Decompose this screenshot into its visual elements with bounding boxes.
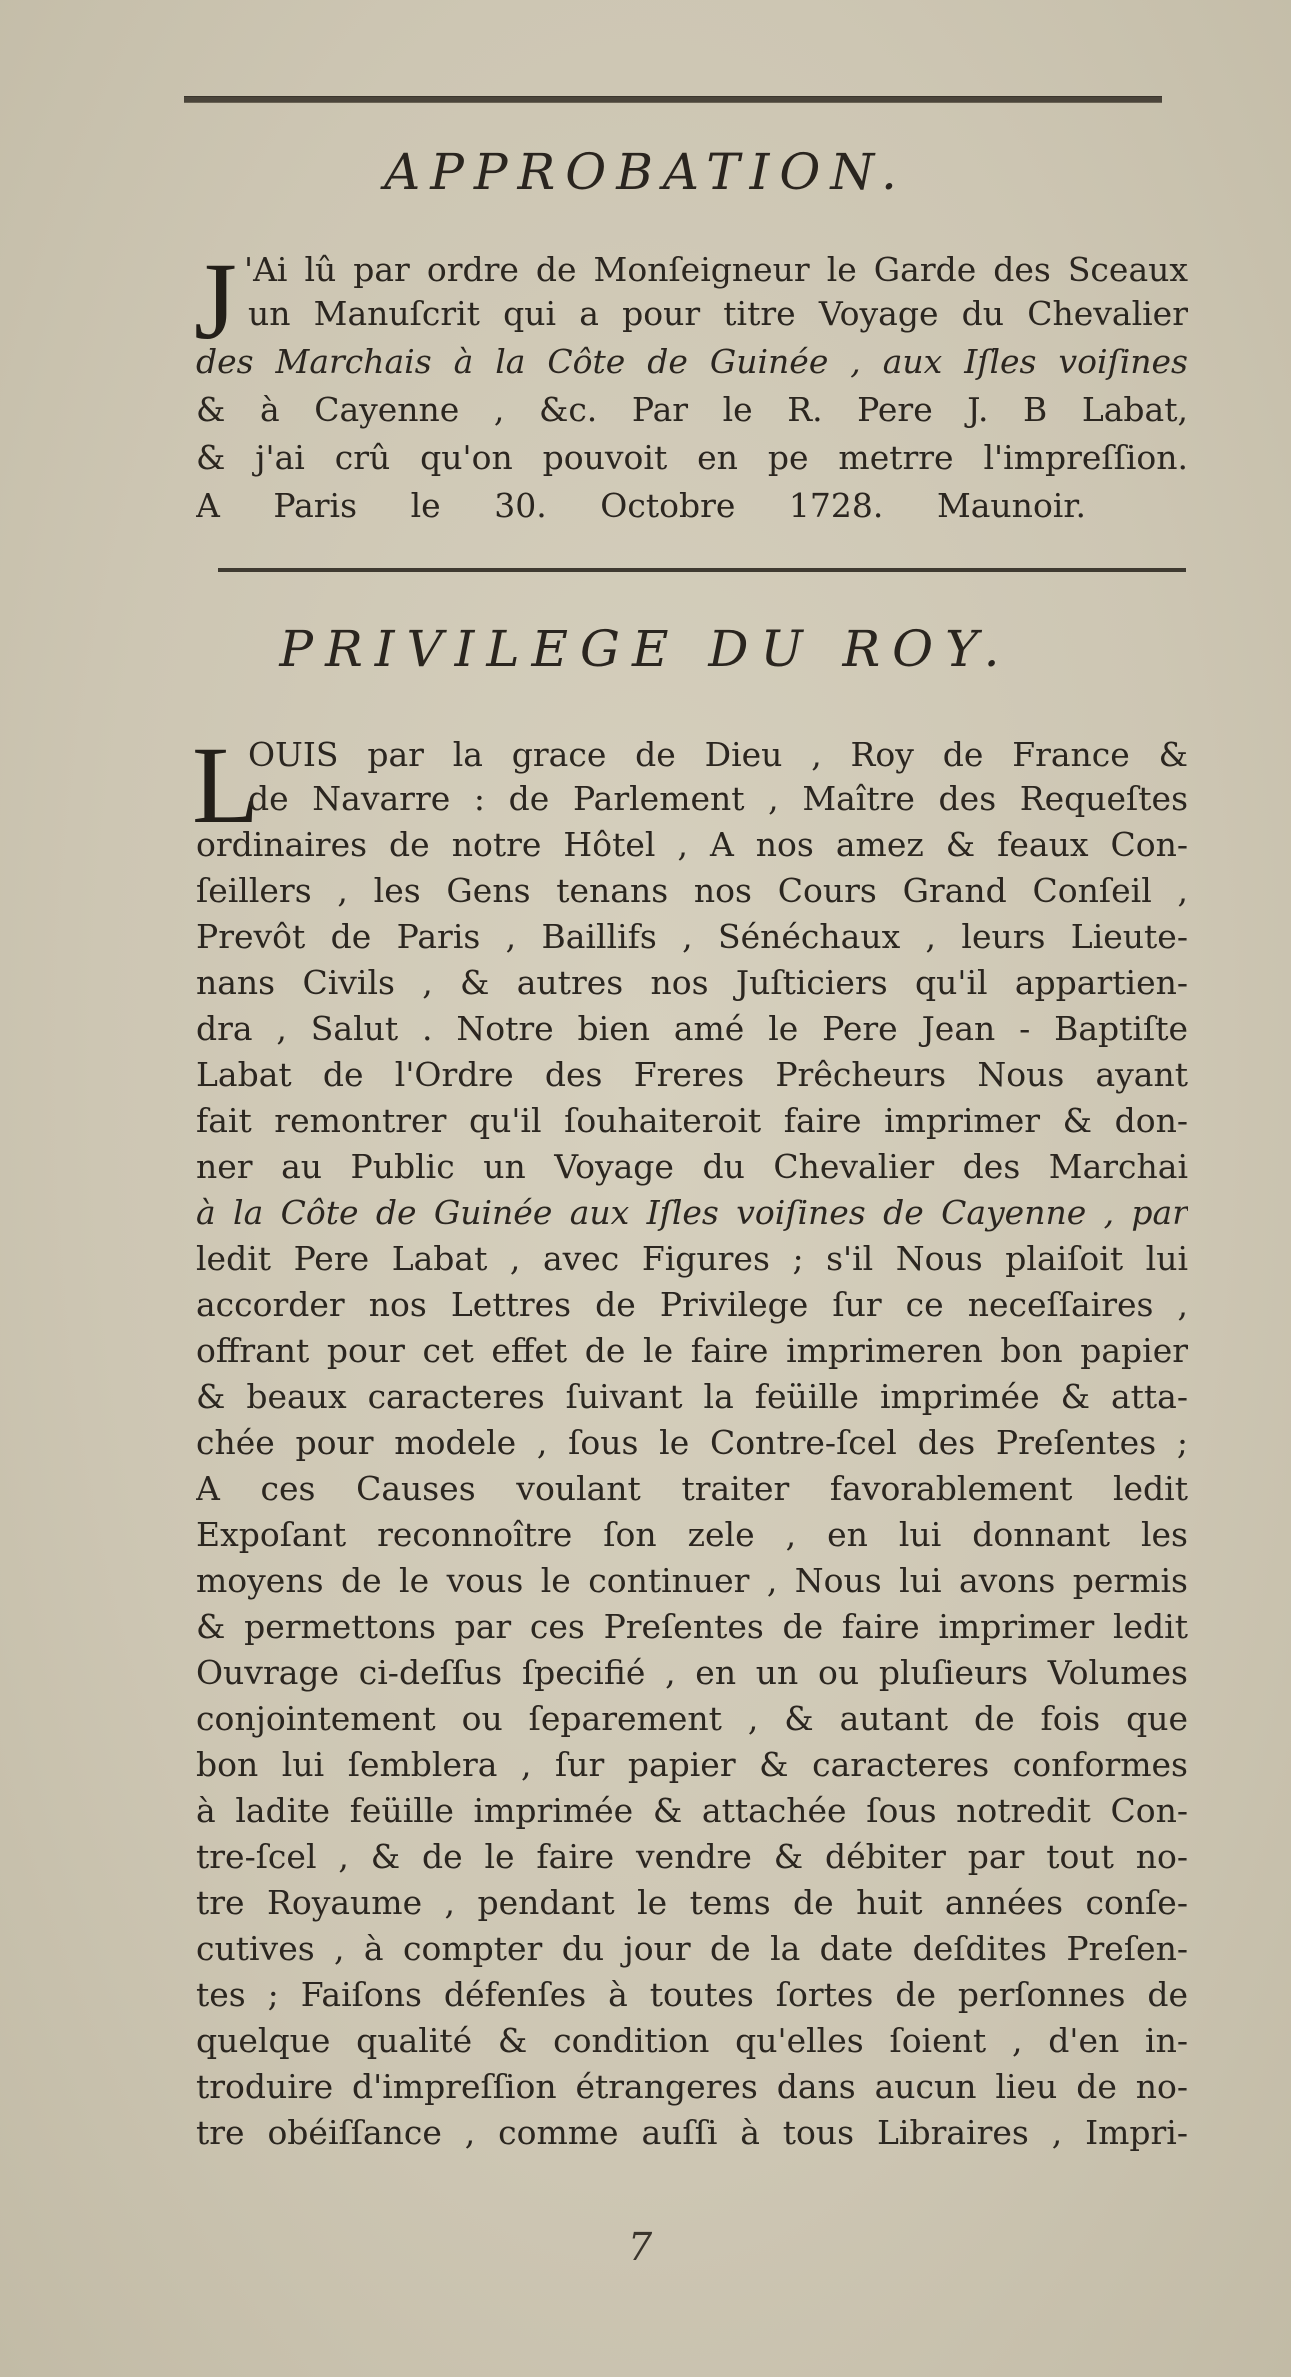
privilege-line: de Navarre : de Parlement , Maître des Requeſtes: [248, 779, 1188, 818]
approbation-line: 'Ai lû par ordre de Monſeigneur le Garde des Sceaux: [244, 250, 1188, 289]
section-rule: [218, 568, 1186, 572]
privilege-line: moyens de le vous le continuer , Nous lui avons permis: [196, 1561, 1188, 1600]
privilege-line: troduire d'impreſſion étrangeres dans aucun lieu de no-: [196, 2067, 1188, 2106]
privilege-line: OUIS par la grace de Dieu , Roy de France &: [248, 735, 1188, 774]
privilege-line: ordinaires de notre Hôtel , A nos amez & feaux Con-: [196, 825, 1188, 864]
privilege-line: & permettons par ces Preſentes de faire imprimer ledit: [196, 1607, 1188, 1646]
top-rule: [184, 96, 1162, 103]
privilege-line: tre-ſcel , & de le faire vendre & débiter par tout no-: [196, 1837, 1188, 1876]
approbation-line: & j'ai crû qu'on pouvoit en pe metrre l'impreſſion.: [196, 438, 1188, 477]
privilege-line: ner au Public un Voyage du Chevalier des Marchai: [196, 1147, 1188, 1186]
approbation-line: A Paris le 30. Octobre 1728. Maunoir.: [196, 486, 1086, 525]
approbation-line: des Marchais à la Côte de Guinée , aux Iſles voiſines: [196, 342, 1188, 381]
privilege-line: bon lui ſemblera , ſur papier & caracteres conformes: [196, 1745, 1188, 1784]
approbation-title: APPROBATION.: [384, 143, 907, 201]
approbation-line: & à Cayenne , &c. Par le R. Pere J. B Labat,: [196, 390, 1188, 429]
privilege-line: à ladite feüille imprimée & attachée ſous notredit Con-: [196, 1791, 1188, 1830]
privilege-line: à la Côte de Guinée aux Iſles voiſines de Cayenne , par: [196, 1193, 1188, 1232]
privilege-line: tes ; Faiſons défenſes à toutes ſortes de perſonnes de: [196, 1975, 1188, 2014]
privilege-line: A ces Causes voulant traiter favorablement ledit: [196, 1469, 1188, 1508]
approbation-line: un Manuſcrit qui a pour titre Voyage du Chevalier: [248, 294, 1188, 333]
privilege-line: Labat de l'Ordre des Freres Prêcheurs Nous ayant: [196, 1055, 1188, 1094]
privilege-drop-cap: L: [192, 724, 260, 846]
privilege-line: offrant pour cet effet de le faire imprimeren bon papier: [196, 1331, 1188, 1370]
privilege-line: & beaux caracteres ſuivant la feüille imprimée & atta-: [196, 1377, 1188, 1416]
privilege-line: chée pour modele , ſous le Contre-ſcel des Preſentes ;: [196, 1423, 1188, 1462]
privilege-line: fait remontrer qu'il ſouhaiteroit faire imprimer & don-: [196, 1101, 1188, 1140]
privilege-line: ſeillers , les Gens tenans nos Cours Grand Conſeil ,: [196, 871, 1188, 910]
privilege-line: nans Civils , & autres nos Juſticiers qu'il appartien-: [196, 963, 1188, 1002]
privilege-line: ledit Pere Labat , avec Figures ; s'il Nous plaiſoit lui: [196, 1239, 1188, 1278]
privilege-line: cutives , à compter du jour de la date deſdites Preſen-: [196, 1929, 1188, 1968]
privilege-line: Expoſant reconnoître ſon zele , en lui donnant les: [196, 1515, 1188, 1554]
privilege-title: PRIVILEGE DU ROY.: [279, 620, 1012, 678]
approbation-drop-cap: J: [194, 240, 237, 362]
privilege-line: Prevôt de Paris , Baillifs , Sénéchaux , leurs Lieute-: [196, 917, 1188, 956]
privilege-line: accorder nos Lettres de Privilege ſur ce neceſſaires ,: [196, 1285, 1188, 1324]
page-number: 7: [628, 2225, 653, 2269]
privilege-line: tre obéiſſance , comme auſſi à tous Libraires , Impri-: [196, 2113, 1188, 2152]
privilege-line: quelque qualité & condition qu'elles ſoient , d'en in-: [196, 2021, 1188, 2060]
privilege-line: conjointement ou ſeparement , & autant de fois que: [196, 1699, 1188, 1738]
privilege-line: tre Royaume , pendant le tems de huit années conſe-: [196, 1883, 1188, 1922]
privilege-line: dra , Salut . Notre bien amé le Pere Jean - Baptiſte: [196, 1009, 1188, 1048]
privilege-line: Ouvrage ci-deſſus ſpecifié , en un ou pluſieurs Volumes: [196, 1653, 1188, 1692]
